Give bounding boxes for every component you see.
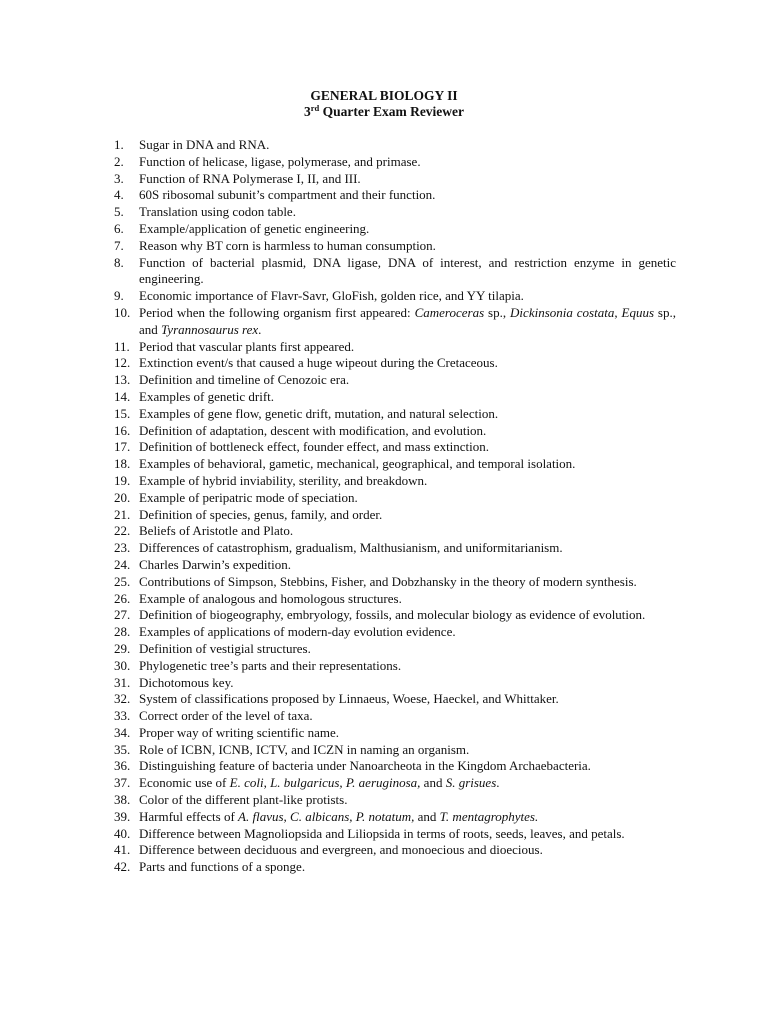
item-text xyxy=(139,389,274,404)
list-item xyxy=(114,725,676,742)
list-item xyxy=(114,842,676,859)
item-text xyxy=(139,826,625,841)
list-item xyxy=(114,171,676,188)
item-text-segment: Distinguishing feature of bacteria under Nanoarcheota in the Kingdom Archaebacteria. xyxy=(139,758,591,774)
list-item xyxy=(114,607,676,624)
subtitle-ordinal: 3 xyxy=(303,104,311,119)
item-number: 14. xyxy=(114,388,131,404)
item-text xyxy=(139,423,486,438)
item-number: 40. xyxy=(114,825,131,841)
item-text xyxy=(139,574,637,589)
item-text xyxy=(139,473,427,488)
item-text-segment: Definition of bottleneck effect, founder effect, and mass extinction. xyxy=(139,439,490,455)
item-text-italic-segment: Cameroceras xyxy=(414,304,485,320)
item-text-italic-segment: S. grisues xyxy=(445,775,497,791)
item-number: 5. xyxy=(114,204,124,220)
item-text-segment: Economic use of xyxy=(139,775,230,791)
list-item xyxy=(114,439,676,456)
item-text xyxy=(139,624,456,639)
item-text-segment: Period that vascular plants first appeared. xyxy=(139,338,355,354)
item-number: 23. xyxy=(114,540,131,556)
item-text-segment: Definition and timeline of Cenozoic era. xyxy=(139,372,350,388)
item-text xyxy=(139,221,369,236)
item-text xyxy=(139,725,339,740)
item-number: 7. xyxy=(114,237,124,253)
item-number: 24. xyxy=(114,556,131,572)
item-text-segment: sp., xyxy=(484,304,511,320)
list-item xyxy=(114,204,676,221)
list-item xyxy=(114,792,676,809)
item-text xyxy=(139,658,401,673)
item-text xyxy=(139,591,402,606)
item-text-segment: Differences of catastrophism, gradualism, Malthusianism, and uniformitarianism. xyxy=(139,540,563,556)
item-text xyxy=(139,305,676,337)
item-text-segment: Charles Darwin’s expedition. xyxy=(139,556,291,572)
item-number: 16. xyxy=(114,422,131,438)
list-item xyxy=(114,154,676,171)
item-text xyxy=(139,540,563,555)
item-text-segment: Function of helicase, ligase, polymerase, and primase. xyxy=(139,153,421,169)
item-text-segment: Examples of behavioral, gametic, mechanical, geographical, and temporal isolation. xyxy=(139,456,576,472)
item-number: 6. xyxy=(114,220,124,236)
list-item xyxy=(114,691,676,708)
item-text-segment: , xyxy=(263,775,271,791)
item-number: 39. xyxy=(114,808,131,824)
item-number: 25. xyxy=(114,573,131,589)
item-text xyxy=(139,137,269,152)
item-number: 32. xyxy=(114,691,131,707)
item-text-segment: , xyxy=(614,304,622,320)
item-text-segment: Role of ICBN, ICNB, ICTV, and ICZN in naming an organism. xyxy=(139,741,470,757)
item-number: 2. xyxy=(114,153,124,169)
item-number: 28. xyxy=(114,624,131,640)
item-text-segment: Harmful effects of xyxy=(139,808,239,824)
item-text-italic-segment: Equus xyxy=(621,304,655,320)
item-text xyxy=(139,187,435,202)
item-number: 34. xyxy=(114,724,131,740)
list-item xyxy=(114,305,676,339)
list-item xyxy=(114,675,676,692)
item-number: 3. xyxy=(114,170,124,186)
item-text-segment: Examples of gene flow, genetic drift, mutation, and natural selection. xyxy=(139,405,499,421)
item-text-segment: Definition of vestigial structures. xyxy=(139,640,311,656)
item-text-segment: Period when the following organism first appeared: xyxy=(139,304,415,320)
list-item xyxy=(114,137,676,154)
list-item xyxy=(114,372,676,389)
item-number: 38. xyxy=(114,792,131,808)
list-item xyxy=(114,473,676,490)
item-number: 33. xyxy=(114,708,131,724)
item-text-segment: Function of RNA Polymerase I, II, and III. xyxy=(139,170,361,186)
item-text-segment: Difference between deciduous and evergreen, and monoecious and dioecious. xyxy=(139,842,543,858)
subtitle-text: Quarter Exam Reviewer xyxy=(319,104,465,119)
item-number: 9. xyxy=(114,288,124,304)
list-item xyxy=(114,758,676,775)
item-number: 41. xyxy=(114,842,131,858)
item-text xyxy=(139,490,358,505)
item-text xyxy=(139,288,524,303)
item-text-segment: Example/application of genetic engineering. xyxy=(139,220,370,236)
list-item xyxy=(114,406,676,423)
reviewer-list xyxy=(114,137,676,876)
page-subtitle xyxy=(0,104,768,120)
list-item xyxy=(114,423,676,440)
item-number: 15. xyxy=(114,405,131,421)
item-text-segment: Extinction event/s that caused a huge wipeout during the Cretaceous. xyxy=(139,355,498,371)
item-text-segment: Difference between Magnoliopsida and Liliopsida in terms of roots, seeds, leaves, and petals. xyxy=(139,825,625,841)
list-item xyxy=(114,859,676,876)
item-number: 17. xyxy=(114,439,131,455)
item-number: 31. xyxy=(114,674,131,690)
item-text xyxy=(139,675,233,690)
list-item xyxy=(114,658,676,675)
list-item xyxy=(114,523,676,540)
item-text-segment: Color of the different plant-like protists. xyxy=(139,792,348,808)
item-text-italic-segment: A. flavus, C. albicans, P. notatum, xyxy=(238,808,415,824)
item-text xyxy=(139,255,676,287)
list-item xyxy=(114,288,676,305)
item-text-italic-segment: L. bulgaricus, P. aeruginosa, xyxy=(270,775,421,791)
list-item xyxy=(114,456,676,473)
item-number: 26. xyxy=(114,590,131,606)
item-text-segment: Translation using codon table. xyxy=(139,204,296,220)
item-text-segment: Definition of biogeography, embryology, fossils, and molecular biology as evidence of evolution. xyxy=(139,607,646,623)
item-text-segment: . xyxy=(496,775,500,791)
list-item xyxy=(114,641,676,658)
list-item xyxy=(114,574,676,591)
list-item xyxy=(114,355,676,372)
item-number: 36. xyxy=(114,758,131,774)
item-text-segment: 60S ribosomal subunit’s compartment and their function. xyxy=(139,187,436,203)
item-text xyxy=(139,708,313,723)
list-item xyxy=(114,809,676,826)
item-text-segment: Contributions of Simpson, Stebbins, Fisher, and Dobzhansky in the theory of modern synthesis. xyxy=(139,573,637,589)
item-text xyxy=(139,557,291,572)
list-item xyxy=(114,221,676,238)
item-text xyxy=(139,775,500,790)
item-text xyxy=(139,842,543,857)
item-text xyxy=(139,406,498,421)
item-text xyxy=(139,439,489,454)
item-number: 12. xyxy=(114,355,131,371)
item-text xyxy=(139,607,645,622)
list-item xyxy=(114,742,676,759)
item-number: 29. xyxy=(114,640,131,656)
item-number: 1. xyxy=(114,137,124,152)
item-text-segment: System of classifications proposed by Linnaeus, Woese, Haeckel, and Whittaker. xyxy=(139,691,559,707)
item-text-segment: Correct order of the level of taxa. xyxy=(139,708,313,724)
item-number: 8. xyxy=(114,254,124,270)
item-text xyxy=(139,691,559,706)
item-number: 10. xyxy=(114,304,131,320)
page-title: GENERAL BIOLOGY II xyxy=(310,88,458,103)
item-text-segment: Proper way of writing scientific name. xyxy=(139,724,339,740)
item-number: 22. xyxy=(114,523,131,539)
item-text xyxy=(139,523,293,538)
item-text xyxy=(139,758,591,773)
item-number: 27. xyxy=(114,607,131,623)
item-text-segment: Definition of adaptation, descent with modification, and evolution. xyxy=(139,422,487,438)
item-text-segment: Examples of applications of modern-day evolution evidence. xyxy=(139,624,456,640)
list-item xyxy=(114,591,676,608)
list-item xyxy=(114,624,676,641)
item-text-italic-segment: Tyrannosaurus rex xyxy=(161,321,259,337)
item-number: 4. xyxy=(114,187,124,203)
item-text-italic-segment: T. mentagrophytes. xyxy=(439,808,539,824)
item-number: 30. xyxy=(114,657,131,673)
item-number: 11. xyxy=(114,338,130,354)
item-text xyxy=(139,809,538,824)
item-text xyxy=(139,355,498,370)
item-number: 20. xyxy=(114,489,131,505)
list-item xyxy=(114,775,676,792)
item-text xyxy=(139,204,296,219)
item-text xyxy=(139,859,305,874)
item-text-segment: Parts and functions of a sponge. xyxy=(139,859,306,875)
item-number: 42. xyxy=(114,859,131,875)
item-text-segment: Example of peripatric mode of speciation. xyxy=(139,489,358,505)
item-number: 35. xyxy=(114,741,131,757)
list-item xyxy=(114,255,676,289)
list-item xyxy=(114,507,676,524)
list-item xyxy=(114,238,676,255)
item-text-segment: Definition of species, genus, family, and order. xyxy=(139,506,383,522)
item-text-segment: . xyxy=(258,321,262,337)
list-item xyxy=(114,557,676,574)
item-text-segment: Example of hybrid inviability, sterility, and breakdown. xyxy=(139,472,428,488)
item-text-italic-segment: Dickinsonia costata xyxy=(510,304,615,320)
item-text-segment: Function of bacterial plasmid, DNA ligase, DNA of interest, and restriction enzyme in genetic engineering. xyxy=(139,254,676,287)
item-number: 37. xyxy=(114,775,131,791)
list-item xyxy=(114,826,676,843)
item-text-segment: Examples of genetic drift. xyxy=(139,388,275,404)
item-text-segment: Example of analogous and homologous structures. xyxy=(139,590,402,606)
item-text-segment: Dichotomous key. xyxy=(139,674,234,690)
subtitle-ordinal-suffix: rd xyxy=(310,103,320,113)
item-number: 19. xyxy=(114,472,131,488)
item-text xyxy=(139,507,382,522)
item-number: 13. xyxy=(114,372,131,388)
item-text-segment: and xyxy=(414,808,440,824)
list-item xyxy=(114,490,676,507)
item-text-segment: Reason why BT corn is harmless to human consumption. xyxy=(139,237,436,253)
item-text xyxy=(139,339,354,354)
item-text xyxy=(139,456,575,471)
item-text-segment: Economic importance of Flavr-Savr, GloFish, golden rice, and YY tilapia. xyxy=(139,288,524,304)
item-text-segment: Sugar in DNA and RNA. xyxy=(139,137,270,152)
item-text xyxy=(139,792,347,807)
item-text-segment: Phylogenetic tree’s parts and their representations. xyxy=(139,657,402,673)
item-text-italic-segment: E. coli xyxy=(229,775,264,791)
item-text xyxy=(139,171,361,186)
item-text xyxy=(139,154,421,169)
list-item xyxy=(114,389,676,406)
item-text-segment: and xyxy=(420,775,446,791)
list-item xyxy=(114,540,676,557)
item-text xyxy=(139,372,349,387)
list-item xyxy=(114,339,676,356)
item-number: 21. xyxy=(114,506,131,522)
item-text xyxy=(139,742,469,757)
item-text-segment: Beliefs of Aristotle and Plato. xyxy=(139,523,294,539)
list-item xyxy=(114,708,676,725)
item-text xyxy=(139,238,436,253)
item-text-segment: sp., and xyxy=(139,304,676,337)
item-number: 18. xyxy=(114,456,131,472)
item-text xyxy=(139,641,311,656)
list-item xyxy=(114,187,676,204)
